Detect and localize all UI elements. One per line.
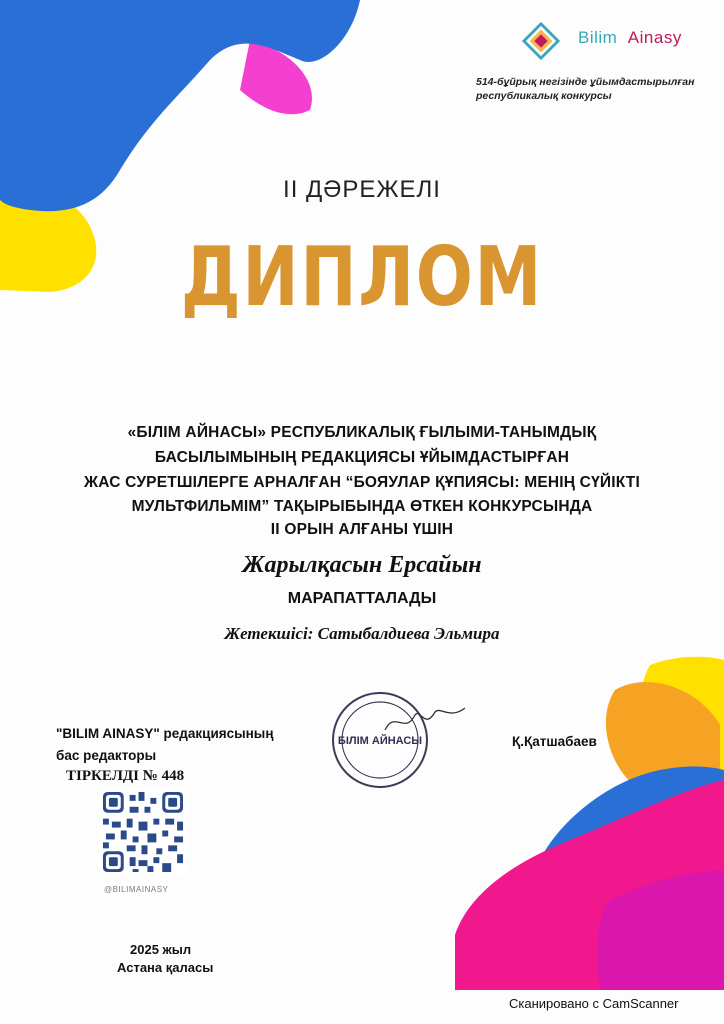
signer-name: Қ.Қатшабаев: [512, 734, 597, 749]
scanner-watermark: Сканировано с CamScanner: [509, 996, 679, 1011]
body-line-3: ЖАС СУРЕТШІЛЕРГЕ АРНАЛҒАН “БОЯУЛАР ҚҰПИЯСЫ: МЕНІҢ СҮЙІКТІ: [84, 474, 640, 491]
diploma-title: ДИПЛОМ: [180, 230, 544, 325]
awarded-label: МАРАПАТТАЛАДЫ: [287, 590, 437, 607]
body-line-4: МУЛЬТФИЛЬМІМ” ТАҚЫРЫБЫНДА ӨТКЕН КОНКУРСЫНДА: [131, 498, 593, 515]
editor-line-2: бас редакторы: [56, 748, 157, 763]
qr-code[interactable]: [100, 789, 186, 875]
stamp-text: БІЛІМ АЙНАСЫ: [337, 735, 423, 747]
mentor-name: Жетекшісі: Сатыбалдиева Эльмира: [224, 624, 500, 643]
body-line-1: «БІЛІМ АЙНАСЫ» РЕСПУБЛИКАЛЫҚ ҒЫЛЫМИ-ТАНЫМДЫҚ: [127, 424, 597, 441]
body-line-5: II ОРЫН АЛҒАНЫ ҮШІН: [270, 521, 454, 538]
logo-word-ainasy: Ainasy: [627, 28, 682, 47]
organizer-line-1: 514-бұйрық негізінде ұйымдастырылған: [476, 76, 695, 88]
editor-line-1: "BILIM AINASY" редакциясының: [56, 726, 274, 741]
recipient-name: Жарылқасын Ерсайын: [242, 552, 482, 578]
bilim-ainasy-logo: [522, 22, 712, 62]
degree-label: II ДӘРЕЖЕЛІ: [283, 176, 441, 203]
logo-word-bilim: Bilim: [578, 28, 618, 47]
organizer-line-2: республикалық конкурсы: [476, 90, 612, 102]
issue-city: Астана қаласы: [117, 960, 214, 975]
qr-caption: @BILIMAINASY: [104, 885, 169, 894]
issue-year: 2025 жыл: [130, 942, 192, 957]
registration-number: ТІРКЕЛДІ № 448: [66, 768, 185, 784]
signature: [380, 700, 470, 740]
logo-text: [578, 28, 682, 48]
bilim-ainasy-logo-icon: [522, 22, 560, 60]
body-line-2: БАСЫЛЫМЫНЫҢ РЕДАКЦИЯСЫ ҰЙЫМДАСТЫРҒАН: [154, 449, 570, 466]
